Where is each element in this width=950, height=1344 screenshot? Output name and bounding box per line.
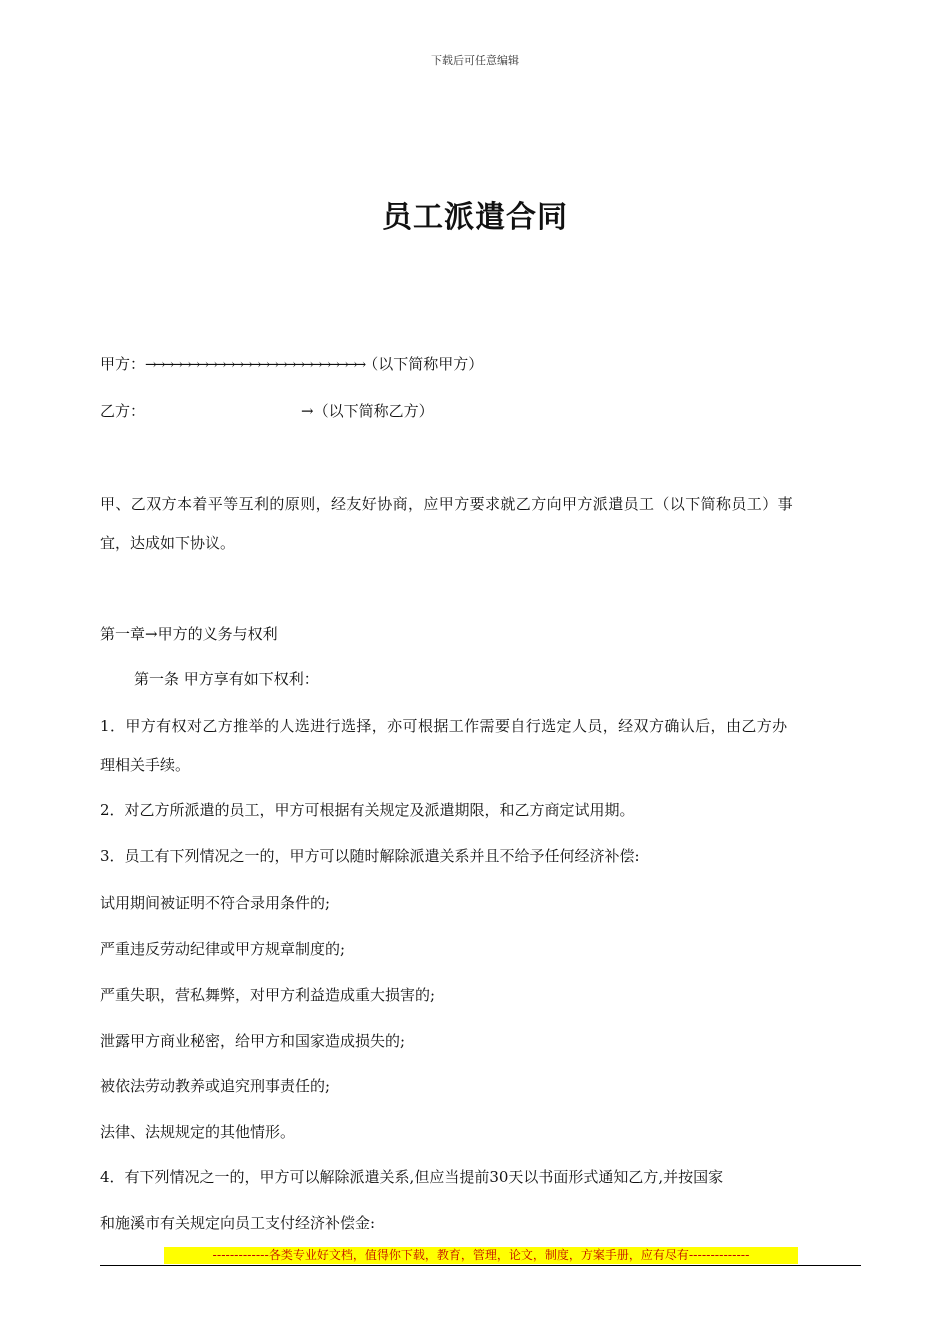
footer-divider <box>100 1265 861 1266</box>
item-1-line-1: 1．甲方有权对乙方推举的人选进行选择，亦可根据工作需要自行选定人员，经双方确认后，由乙方办 <box>100 717 788 735</box>
party-b-arrow: → <box>301 402 314 420</box>
party-b-line <box>100 401 860 421</box>
sub-item: 被依法劳动教养或追究刑事责任的; <box>100 1077 331 1095</box>
item-2: 2．对乙方所派遣的员工，甲方可根据有关规定及派遣期限，和乙方商定试用期。 <box>100 801 635 819</box>
chapter-1-number: 第一章 <box>100 625 146 643</box>
intro-line-1: 甲、乙双方本着平等互利的原则，经友好协商，应甲方要求就乙方向甲方派遣员工（以下简称员工）事 <box>100 495 794 513</box>
party-a-line <box>100 354 860 375</box>
document-title: 员工派遣合同 <box>382 200 568 235</box>
intro-line-2: 宜，达成如下协议。 <box>100 534 236 552</box>
party-b-note: （以下简称乙方） <box>313 402 434 420</box>
footer-banner: -------------各类专业好文档，值得你下载，教育，管理，论文，制度，方案手册，应有尽有-------------- <box>164 1247 798 1264</box>
sub-item: 严重违反劳动纪律或甲方规章制度的; <box>100 940 346 958</box>
chapter-1-title <box>100 624 860 644</box>
item-1-line-2: 理相关手续。 <box>100 756 191 774</box>
party-a-note: （以下简称甲方） <box>363 355 484 373</box>
sub-item: 严重失职，营私舞弊，对甲方利益造成重大损害的; <box>100 986 436 1004</box>
page-header: 下载后可任意编辑 <box>431 54 519 67</box>
sub-item: 泄露甲方商业秘密，给甲方和国家造成损失的; <box>100 1032 406 1050</box>
party-a-label: 甲方： <box>100 355 146 373</box>
chapter-1-heading: 甲方的义务与权利 <box>157 625 278 643</box>
article-1-heading: 第一条 甲方享有如下权利： <box>134 670 319 688</box>
item-4-line-2: 和施溪市有关规定向员工支付经济补偿金: <box>100 1214 376 1232</box>
sub-item: 法律、法规规定的其他情形。 <box>100 1123 296 1141</box>
item-3: 3．员工有下列情况之一的，甲方可以随时解除派遣关系并且不给予任何经济补偿: <box>100 847 640 865</box>
party-b-label: 乙方： <box>100 402 146 420</box>
chapter-1-arrow: → <box>145 625 158 643</box>
party-a-arrows: →→→→→→→→→→→→→→→→→→→→→→→→→ <box>145 357 364 373</box>
item-4-line-1: 4．有下列情况之一的，甲方可以解除派遣关系,但应当提前30天以书面形式通知乙方,并按国家 <box>100 1168 724 1186</box>
sub-item: 试用期间被证明不符合录用条件的; <box>100 894 331 912</box>
